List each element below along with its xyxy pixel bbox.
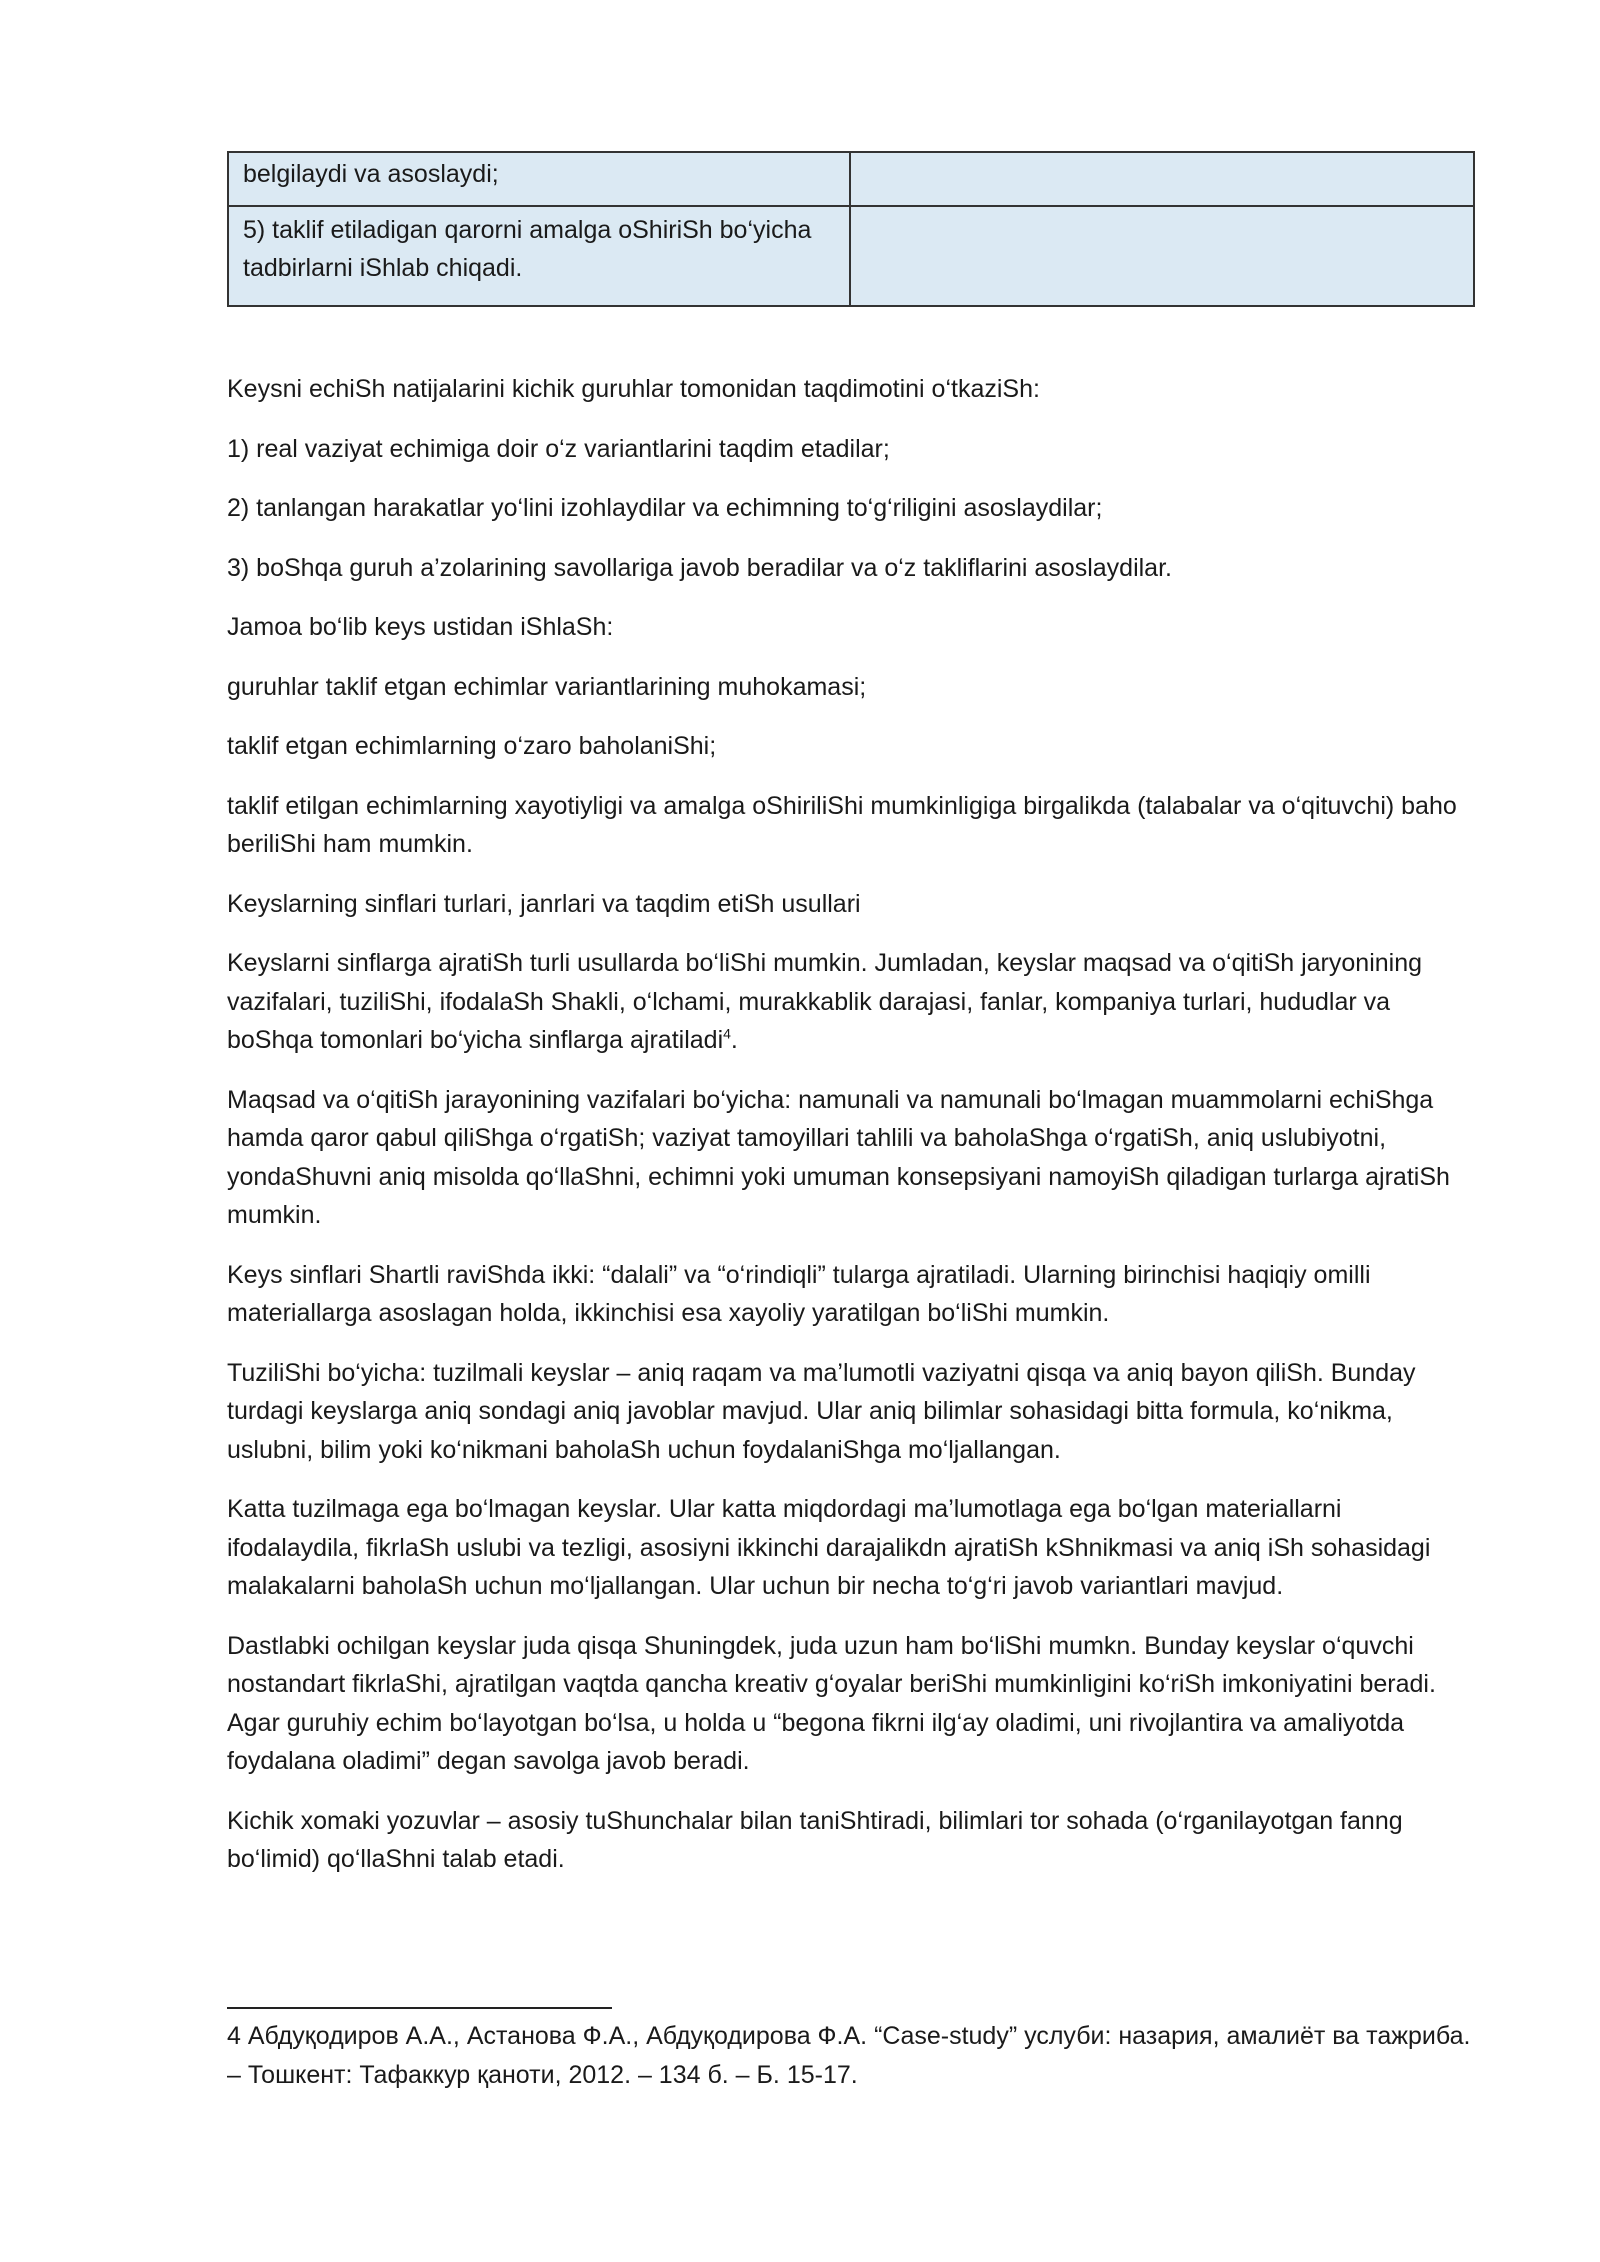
paragraph-classification [227, 944, 1477, 1060]
paragraph-item-2: 2) tanlangan harakatlar yo‘lini izohlaydilar va echimning to‘g‘riligini asoslaydilar; [227, 494, 1103, 522]
footnote-reference[interactable]: 4 [723, 1025, 731, 1042]
table-cell: 5) taklif etiladigan qarorni amalga oShiriSh bo‘yicha tadbirlarni iShlab chiqadi. [228, 206, 850, 306]
paragraph-classification-text: Keyslarni sinflarga ajratiSh turli usullarda bo‘liShi mumkin. Jumladan, keyslar maqsad va o‘qitiSh jaryonining vazifalari, tuziliShi, ifodalaSh Shakli, o‘lchami, murakkablik darajasi, fanlar, kompaniya turlari, hududlar va boShqa tomonlari bo‘yicha sinflarga ajratiladi [227, 949, 1423, 1054]
table-cell [850, 206, 1474, 306]
table-cell: belgilaydi va asoslaydi; [228, 152, 850, 206]
paragraph-bullet-2: taklif etgan echimlarning o‘zaro baholaniShi; [227, 732, 717, 760]
table-cell [850, 152, 1474, 206]
paragraph-small-notes: Kichik xomaki yozuvlar – asosiy tuShunchalar bilan taniShtiradi, bilimlari tor sohada (o‘rganilayotgan fanng bo‘limid) qo‘llaShni talab etadi. [227, 1806, 1403, 1873]
footnote-separator [227, 2007, 612, 2009]
body-text [227, 370, 1477, 1900]
paragraph-item-1: 1) real vaziyat echimiga doir o‘z variantlarini taqdim etadilar; [227, 434, 890, 463]
paragraph-open-cases: Dastlabki ochilgan keyslar juda qisqa Shuningdek, juda uzun ham bo‘liShi mumkn. Bunday keyslar o‘quvchi nostandart fikrlaShi, ajratilgan vaqtda qancha kreativ g‘oyalar beriShi mumkinligini ko‘riSh imkoniyatini beradi. Agar guruhiy echim bo‘layotgan bo‘lsa, u holda u “begona fikrni ilg‘ay oladimi, uni rivojlantira va amaliyotda foydalana oladimi” degan savolga javob beradi. [227, 1631, 1436, 1775]
table-row [228, 206, 1474, 306]
paragraph-structure: TuziliShi bo‘yicha: tuzilmali keyslar – aniq raqam va ma’lumotli vaziyatni qisqa va aniq bayon qiliSh. Bunday turdagi keyslarga aniq sondagi aniq javoblar mavjud. Ular aniq bilimlar sohasidagi bitta formula, ko‘nikma, uslubni, bilim yoki ko‘nikmani baholaSh uchun foydalaniShga mo‘ljallangan. [227, 1358, 1416, 1464]
paragraph-item-3: 3) boShqa guruh a’zolarining savollariga javob beradilar va o‘z takliflarini asoslaydilar. [227, 553, 1172, 582]
paragraph-unstructured: Katta tuzilmaga ega bo‘lmagan keyslar. Ular katta miqdordagi ma’lumotlaga ega bo‘lgan materiallarni ifodalaydila, fikrlaSh uslubi va tezligi, asosiyni ikkinchi darajalikdn ajratiSh kShnikmasi va aniq iSh sohasidagi malakalarni baholaSh uchun mo‘ljallangan. Ular uchun bir necha to‘g‘ri javob variantlari mavjud. [227, 1495, 1431, 1600]
case-table [227, 151, 1475, 307]
paragraph-purpose: Maqsad va o‘qitiSh jarayonining vazifalari bo‘yicha: namunali va namunali bo‘lmagan muammolarni echiShga hamda qaror qabul qiliShga o‘rgatiSh; vaziyat tamoyillari tahlili va baholaShga o‘rgatiSh, aniq uslubiyotni, yondaShuvni aniq misolda qo‘llaShni, echimni yoki umuman konsepsiyani namoyiSh qiladigan turlarga ajratiSh mumkin. [227, 1085, 1450, 1229]
paragraph-bullet-3: taklif etilgan echimlarning xayotiyligi va amalga oShiriliShi mumkinligiga birgalikda (talabalar va o‘qituvchi) baho beriliShi ham mumkin. [227, 791, 1457, 858]
paragraph-bullet-1: guruhlar taklif etgan echimlar variantlarining muhokamasi; [227, 672, 867, 701]
paragraph-teamwork-heading: Jamoa bo‘lib keys ustidan iShlaSh: [227, 613, 614, 641]
section-heading: Keyslarning sinflari turlari, janrlari va taqdim etiSh usullari [227, 889, 861, 918]
paragraph-case-classes: Keys sinflari Shartli raviShda ikki: “dalali” va “o‘rindiqli” tularga ajratiladi. Ularning birinchisi haqiqiy omilli materiallarga asoslagan holda, ikkinchisi esa xayoliy yaratilgan bo‘liShi mumkin. [227, 1260, 1371, 1327]
paragraph-presentation-heading: Keysni echiSh natijalarini kichik guruhlar tomonidan taqdimotini o‘tkaziSh: [227, 375, 1040, 403]
footnote: 4 Абдуқодиров А.А., Астанова Ф.А., Абдуқодирова Ф.А. “Case-study” услуби: назария, амалиёт ва тажриба. – Тошкент: Тафаккур қаноти, 2012. – 134 б. – Б. 15-17. [227, 2022, 1471, 2089]
table-row [228, 152, 1474, 206]
paragraph-classification-end: . [730, 1026, 738, 1054]
